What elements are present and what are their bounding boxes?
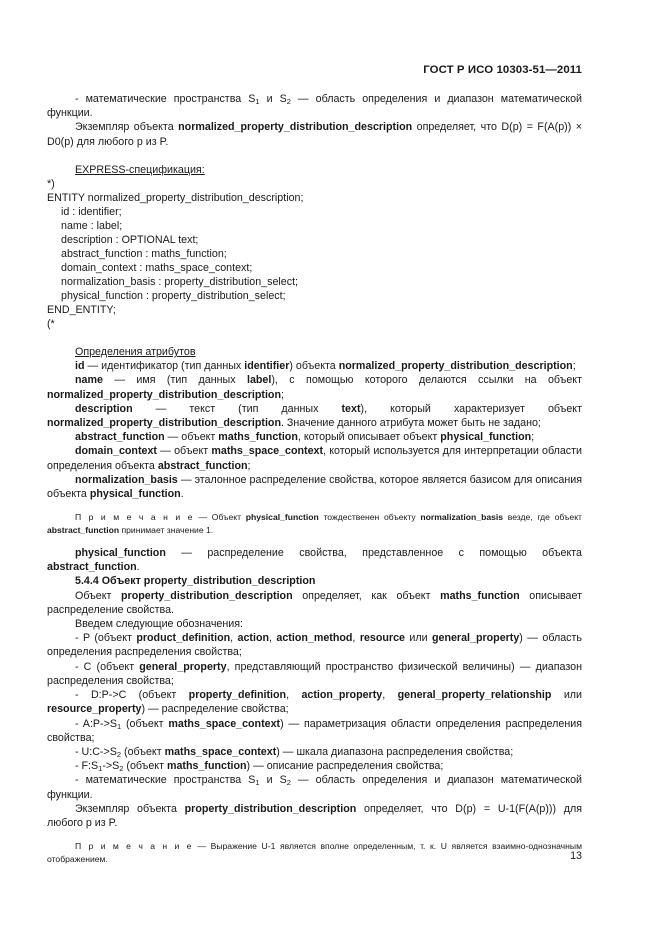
express-spec-title: EXPRESS-спецификация: — [75, 163, 205, 176]
note-physical-function: П р и м е ч а н и е — Объект physical_function тождественен объекту normalization_basis везде, где объект abstract_function принимает значение 1. — [47, 512, 582, 535]
attributes-title: Определения атрибутов — [75, 346, 196, 359]
attr-physical-function: physical_function — распределение свойства, представленное с помощью объекта abstract_function. — [47, 547, 582, 574]
attr-name: name — имя (тип данных label), с помощью которого делаются ссылки на объект normalized_property_distribution_description; — [47, 374, 582, 401]
paragraph-math-spaces: - математические пространства $S_1$ и $S_2$ — область определения и диапазон математической функции. — [47, 93, 582, 120]
section-paragraph-2: Введем следующие обозначения: — [75, 618, 243, 631]
document-header: ГОСТ Р ИСО 10303-51—2011 — [423, 64, 582, 76]
note-u-inverse: П р и м е ч а н и е — Выражение U-1 является вполне определенным, т. к. U является взаимно-однозначным отображением. — [47, 841, 582, 864]
page-body — [47, 92, 582, 865]
notation-c: - C (объект general_property, представляющий пространство физической величины) — диапазон распределения свойства; — [47, 660, 582, 687]
notation-math-spaces: - математические пространства $S_1$ и $S_2$ — область определения и диапазон математической функции. — [47, 774, 582, 801]
notation-p: - P (объект product_definition, action, action_method, resource или general_property) — область определения распределения свойства; — [47, 632, 582, 659]
notation-a: - $A:P->S_1$ (объект maths_space_context) — параметризация области определения распределения свойства; — [47, 717, 582, 744]
attr-id: id — идентификатор (тип данных identifier) объекта normalized_property_distribution_description; — [75, 360, 576, 373]
notation-u: - $U:C->S_2$ (объект maths_space_context) — шкала диапазона распределения свойства; — [75, 745, 514, 759]
paragraph-instance-definition: Экземпляр объекта normalized_property_distribution_description определяет, что D(p) = F(A(p)) × D0(p) для любого p из P. — [47, 121, 583, 148]
section-heading: 5.4.4 Объект property_distribution_description — [75, 575, 316, 588]
attr-abstract-function: abstract_function — объект maths_function, который описывает объект physical_function; — [75, 431, 535, 444]
page-number: 13 — [570, 850, 582, 862]
section-instance-definition: Экземпляр объекта property_distribution_description определяет, что D(p) = U-1(F(A(p))) для любого p из P. — [47, 802, 583, 829]
notation-f: - $F:S_1->S_2$ (объект maths_function) — описание распределения свойства; — [75, 760, 444, 774]
attr-normalization-basis: normalization_basis — эталонное распределение свойства, которое является базисом для описания объекта physical_function. — [47, 473, 582, 501]
attr-domain-context: domain_context — объект maths_space_context, который используется для интерпретации области определения объекта abstract_function; — [47, 445, 582, 472]
attr-description: description — текст (тип данных text), который характеризует объект normalized_property_distribution_description. Значение данного атрибута может быть не задано; — [47, 402, 582, 430]
express-code-block: *) ENTITY normalized_property_distribution_description; id : identifier; name : label; description : OPTIONAL text; abstract_function : maths_function; domain_context : maths_space_context; normalization_basis : property_distribution_select; physical_function : property_distribution_select; END_ENTITY; (* — [47, 178, 304, 331]
notation-d: - D:P->C (объект property_definition, action_property, general_property_relationship или resource_property) — распределение свойства; — [47, 689, 582, 716]
section-paragraph-1: Объект property_distribution_description определяет, как объект maths_function описывает распределение свойства. — [47, 589, 582, 616]
